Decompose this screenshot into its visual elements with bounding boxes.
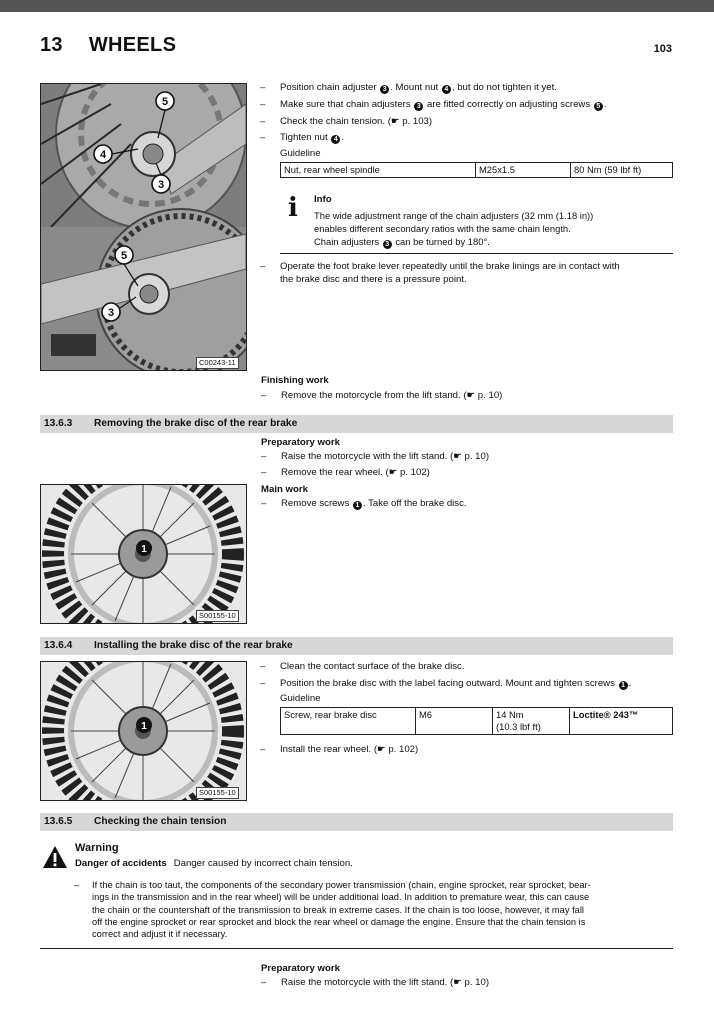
section-header-1364: 13.6.4 Installing the brake disc of the rear brake bbox=[40, 637, 673, 655]
step-tighten-nut: – Tighten nut 4 . bbox=[260, 132, 344, 143]
main-work-title: Main work bbox=[261, 484, 308, 495]
callout-bullet: 3 bbox=[383, 240, 392, 249]
callout-bullet: 1 bbox=[619, 681, 628, 690]
preparatory-work-title: Preparatory work bbox=[261, 963, 340, 974]
step-remove-screws: – Remove screws 1 . Take off the brake disc. bbox=[261, 498, 467, 509]
step-raise-motorcycle[interactable]: – Raise the motorcycle with the lift stand. (☛ p. 10) bbox=[261, 451, 490, 462]
warning-title: Warning bbox=[75, 842, 119, 854]
table-cell: Loctite® 243™ bbox=[570, 708, 673, 735]
page-number: 103 bbox=[653, 43, 672, 55]
info-title: Info bbox=[314, 194, 332, 205]
section-header-1365: 13.6.5 Checking the chain tension bbox=[40, 813, 673, 831]
svg-text:1: 1 bbox=[141, 544, 147, 555]
step-remove-from-lift[interactable]: – Remove the motorcycle from the lift stand. (☛ p. 10) bbox=[261, 390, 503, 401]
callout-bullet: 3 bbox=[380, 85, 389, 94]
step-install-rear-wheel[interactable]: – Install the rear wheel. (☛ p. 102) bbox=[260, 744, 419, 755]
top-bar bbox=[0, 0, 714, 12]
step-check-tension[interactable]: – Check the chain tension. (☛ p. 103) bbox=[260, 116, 433, 127]
section-header-1363: 13.6.3 Removing the brake disc of the rear brake bbox=[40, 415, 673, 433]
table-cell: Screw, rear brake disc bbox=[281, 708, 416, 735]
table-cell: 14 Nm (10.3 lbf ft) bbox=[493, 708, 570, 735]
info-text: The wide adjustment range of the chain adjusters (32 mm (1.18 in)) enables different secondary ratios with the same chain length. Chain adjusters 3 can be turned by 180°. bbox=[314, 210, 594, 248]
table-cell: M6 bbox=[416, 708, 493, 735]
chapter-title: WHEELS bbox=[88, 34, 177, 56]
table-cell: 80 Nm (59 lbf ft) bbox=[571, 163, 673, 178]
divider bbox=[40, 948, 673, 949]
step-remove-rear-wheel[interactable]: – Remove the rear wheel. (☛ p. 102) bbox=[261, 467, 430, 478]
preparatory-work-title: Preparatory work bbox=[261, 437, 340, 448]
figure-code: S00155-10 bbox=[196, 787, 239, 799]
guideline-label: Guideline bbox=[280, 693, 321, 704]
figure-code: S00155-10 bbox=[196, 610, 239, 622]
warning-paragraph: – If the chain is too taut, the components of the secondary power transmission (chain, engine sprocket, rear sprocket, bear- ings in the transmission and in the rear wheel) will be under additional load. In addition to premature wear, this can cause the chain or the countershaft of the transmission to break in extreme cases. If the chain is too loose, however, it may fall off the engine sprocket or rear sprocket and block the rear wheel or damage the engine. Ensure that the chain tension is correct and adjust it if necessary. bbox=[74, 880, 591, 940]
info-icon: i bbox=[288, 193, 298, 223]
danger-text: Danger caused by incorrect chain tension. bbox=[173, 858, 353, 869]
guideline-table-2 bbox=[280, 707, 673, 735]
chapter-heading bbox=[40, 34, 176, 57]
callout-top-2: 4 bbox=[99, 149, 107, 161]
step-clean-contact-surface: – Clean the contact surface of the brake disc. bbox=[260, 661, 465, 672]
table-row bbox=[281, 708, 673, 735]
finishing-work-title: Finishing work bbox=[261, 375, 329, 386]
figure-code: C00243-11 bbox=[196, 357, 239, 369]
guideline-label: Guideline bbox=[280, 148, 321, 159]
callout-top-3: 3 bbox=[157, 179, 165, 191]
divider bbox=[280, 253, 673, 254]
table-cell: Nut, rear wheel spindle bbox=[281, 163, 476, 178]
danger-line bbox=[75, 858, 353, 869]
step-position-brake-disc: – Position the brake disc with the label facing outward. Mount and tighten screws 1 . bbox=[260, 678, 632, 689]
warning-icon bbox=[42, 845, 68, 869]
table-cell: M25x1.5 bbox=[476, 163, 571, 178]
callout-top-1: 5 bbox=[161, 96, 169, 108]
step-operate-brake: – Operate the foot brake lever repeatedly until the brake linings are in contact with the brake disc and there is a pressure point. bbox=[260, 261, 620, 285]
step-raise-motorcycle-2[interactable]: – Raise the motorcycle with the lift stand. (☛ p. 10) bbox=[261, 977, 490, 988]
callout-top-5: 3 bbox=[107, 307, 115, 319]
chapter-number: 13 bbox=[40, 34, 63, 56]
callout-bullet: 3 bbox=[414, 102, 423, 111]
table-row bbox=[281, 163, 673, 178]
callout-bullet: 4 bbox=[442, 85, 451, 94]
guideline-table bbox=[280, 162, 673, 178]
danger-label: Danger of accidents bbox=[75, 858, 167, 869]
svg-text:1: 1 bbox=[141, 721, 147, 732]
step-check-adjusters: – Make sure that chain adjusters 3 are fitted correctly on adjusting screws 5 . bbox=[260, 99, 607, 110]
callout-bullet: 1 bbox=[353, 501, 362, 510]
callout-bullet: 5 bbox=[594, 102, 603, 111]
step-position-adjuster: – Position chain adjuster 3 . Mount nut 4 , but do not tighten it yet. bbox=[260, 82, 557, 93]
rear-wheel-callout-2 bbox=[40, 661, 245, 799]
callout-bullet: 4 bbox=[331, 135, 340, 144]
chain-adjuster-callouts bbox=[40, 83, 245, 369]
rear-wheel-callout-1 bbox=[40, 484, 245, 622]
callout-top-4: 5 bbox=[120, 250, 128, 262]
